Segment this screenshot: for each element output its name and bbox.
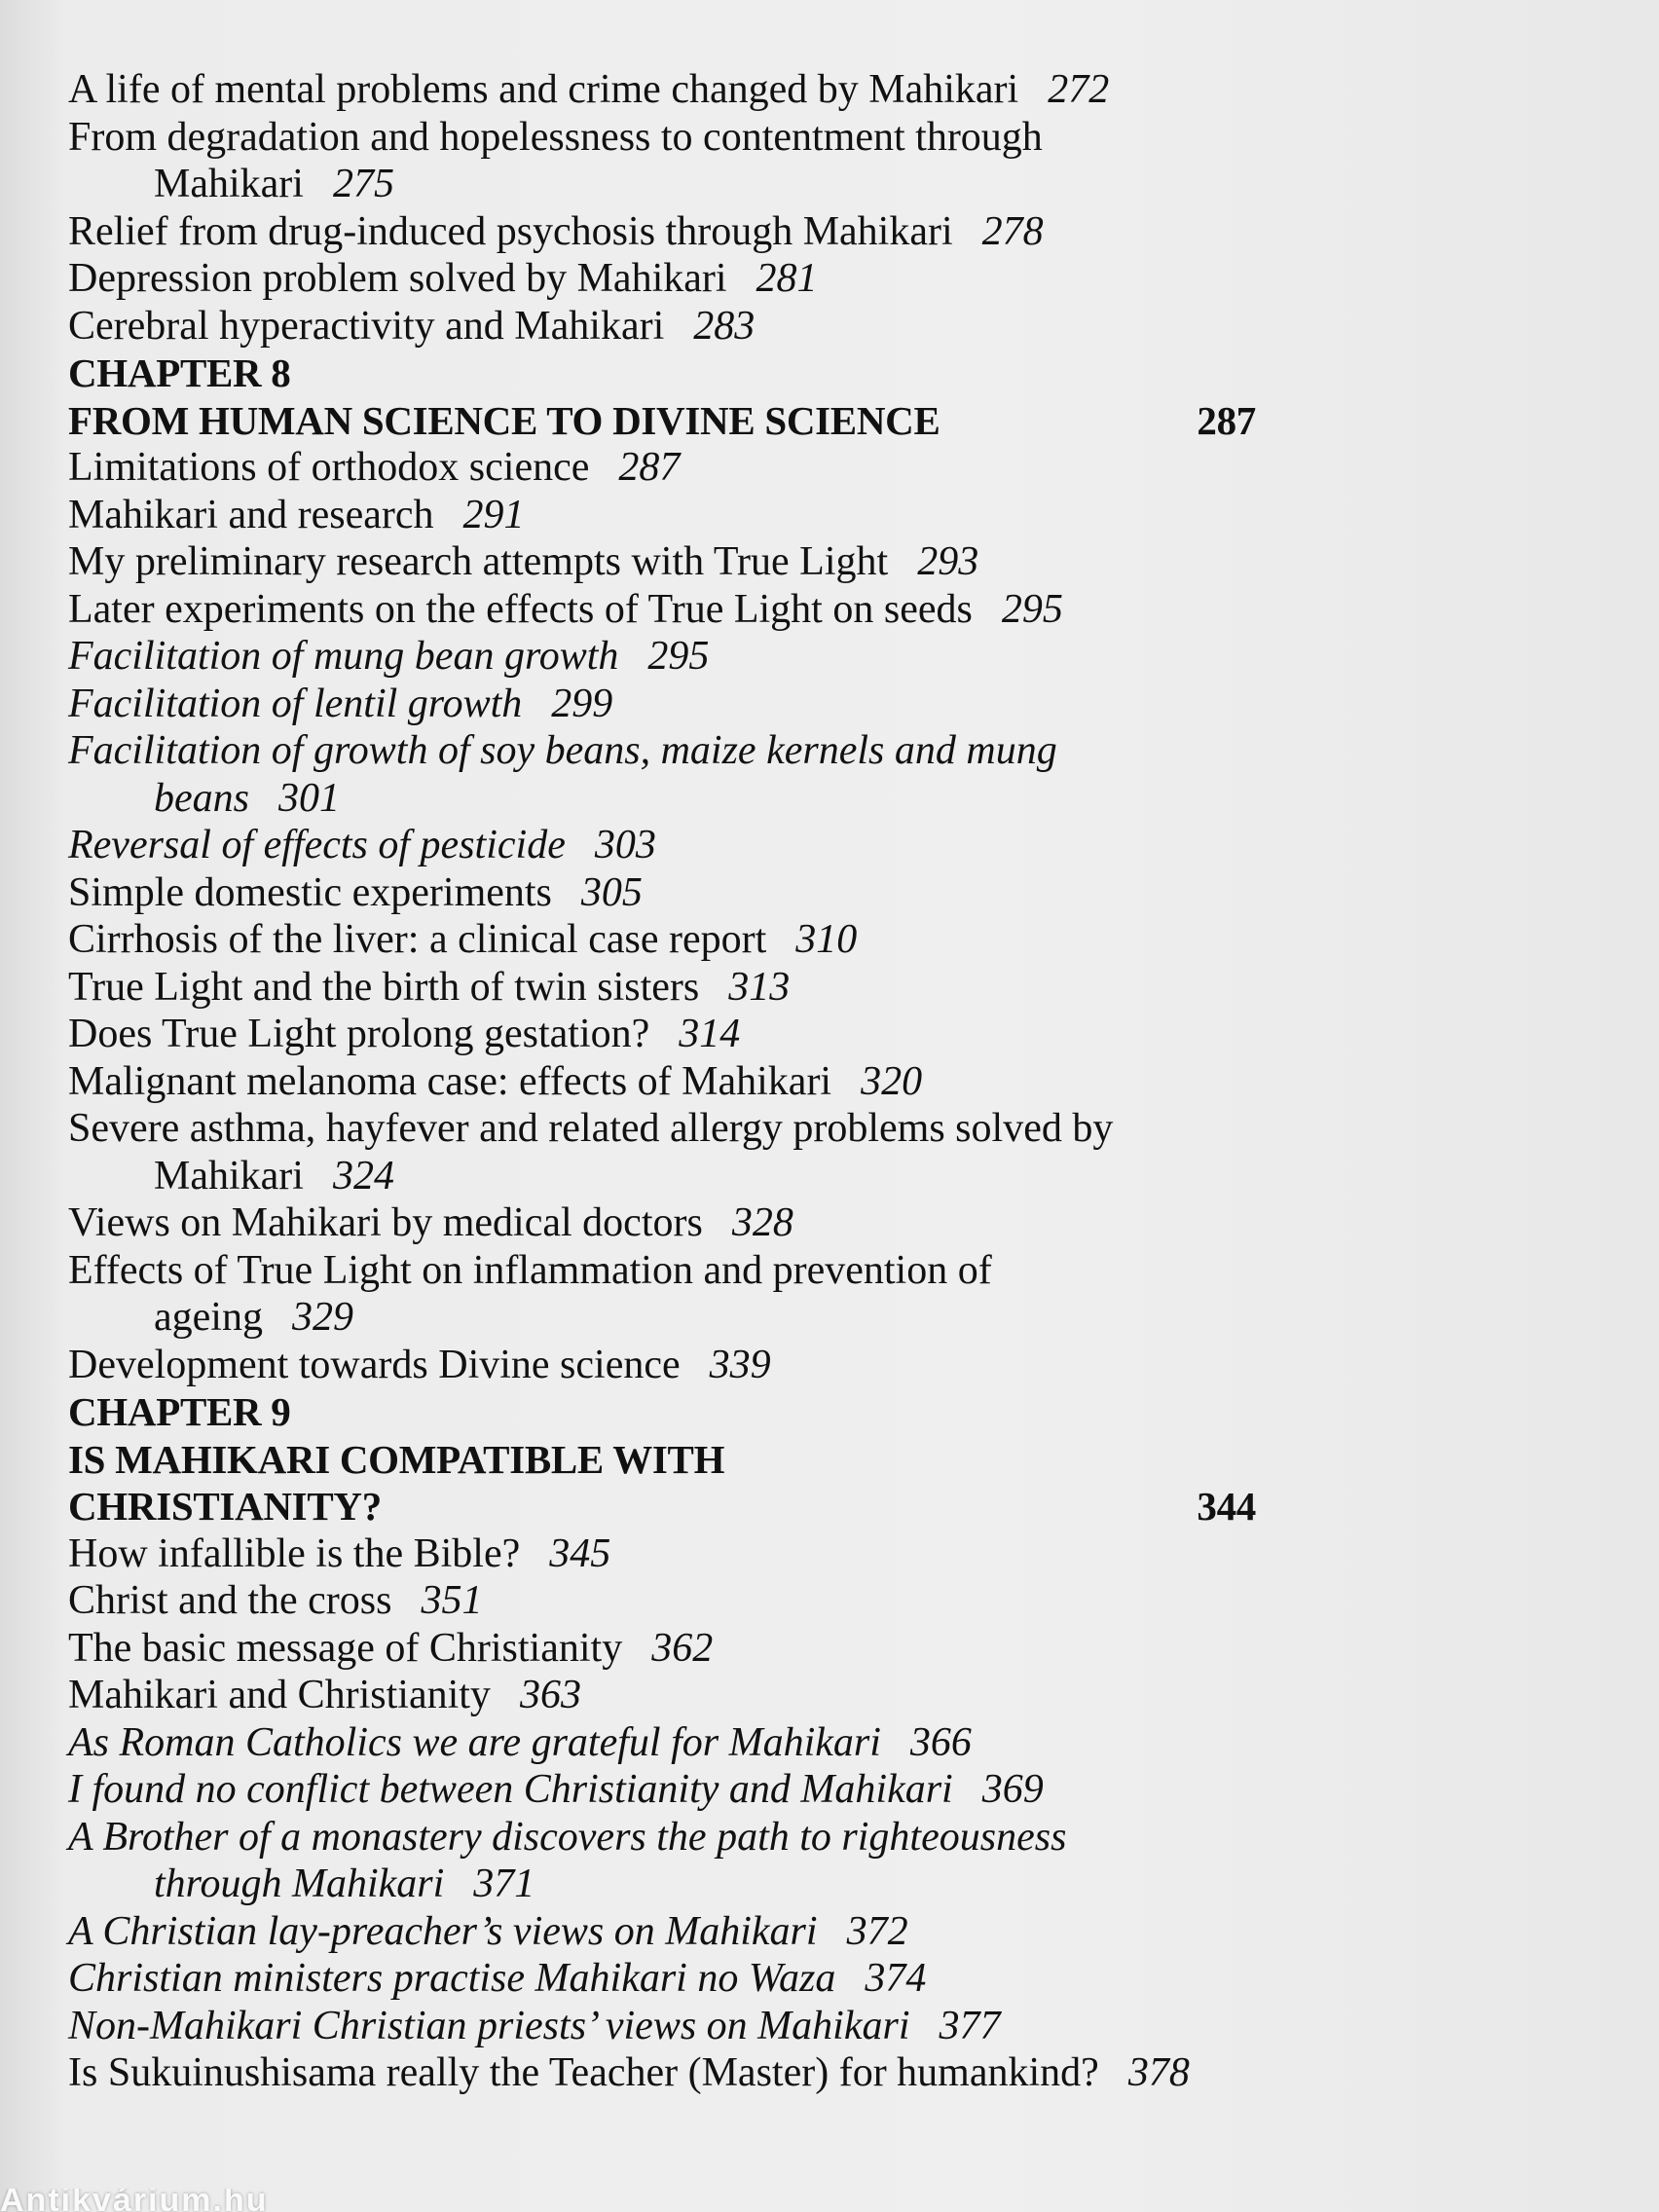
toc-entry: [68, 1955, 1256, 2003]
entry-title: Non-Mahikari Christian priests’ views on Mahikari: [68, 2003, 910, 2048]
entry-title: Mahikari and research: [68, 492, 434, 537]
entry-page-number: 278: [981, 208, 1044, 254]
entry-title: Views on Mahikari by medical doctors: [68, 1200, 703, 1245]
entry-title-continuation: beans: [154, 775, 249, 821]
toc-entry: [68, 1719, 1256, 1767]
entry-title: Later experiments on the effects of True Light on seeds: [68, 586, 973, 632]
chapter-heading: [68, 350, 1256, 397]
entry-title: Relief from drug-induced psychosis through Mahikari: [68, 208, 953, 254]
entry-title: Christ and the cross: [68, 1578, 392, 1623]
chapter-title: FROM HUMAN SCIENCE TO DIVINE SCIENCE: [68, 397, 940, 443]
entry-page-number: 369: [981, 1767, 1044, 1812]
toc-entry: [68, 586, 1256, 634]
entry-page-number: 377: [939, 2003, 1001, 2048]
entry-title: Cerebral hyperactivity and Mahikari: [68, 303, 665, 349]
entry-title: Development towards Divine science: [68, 1342, 681, 1387]
entry-title: Mahikari and Christianity: [68, 1673, 491, 1717]
toc-entry: [68, 1342, 1256, 1389]
table-of-contents: [68, 66, 1256, 2097]
toc-entry: [68, 1247, 1256, 1342]
toc-entry: [68, 1908, 1256, 1956]
entry-page-number: 339: [709, 1342, 771, 1387]
toc-entry: [68, 1011, 1256, 1058]
toc-entry: [68, 255, 1256, 303]
entry-title: Reversal of effects of pesticide: [68, 823, 566, 867]
toc-entry: [68, 66, 1256, 114]
watermark: Antikvárium.hu: [0, 2189, 269, 2212]
entry-page-number: 272: [1048, 67, 1110, 112]
toc-entry: [68, 444, 1256, 492]
entry-page-number: 371: [473, 1862, 535, 1906]
entry-title: I found no conflict between Christianity and Mahikari: [68, 1767, 953, 1812]
chapter-heading: [68, 397, 1256, 445]
entry-page-number: 281: [756, 256, 818, 301]
entry-page-number: 295: [1001, 586, 1063, 632]
entry-page-number: 329: [291, 1295, 353, 1340]
entry-page-number: 314: [679, 1012, 741, 1056]
entry-page-number: 363: [519, 1673, 581, 1717]
entry-page-number: 374: [865, 1956, 927, 2001]
chapter-title: CHAPTER 9: [68, 1389, 291, 1434]
entry-page-number: 310: [795, 917, 858, 962]
toc-entry: [68, 1058, 1256, 1106]
toc-entry: [68, 1530, 1256, 1578]
entry-page-number: 283: [693, 303, 756, 349]
entry-title-continuation: through Mahikari: [154, 1862, 445, 1906]
entry-title: Is Sukuinushisama really the Teacher (Master) for humankind?: [68, 2050, 1099, 2095]
toc-entry: [68, 822, 1256, 869]
toc-entry: [68, 538, 1256, 586]
chapter-page-number: 344: [1197, 1484, 1256, 1529]
entry-page-number: 313: [728, 964, 791, 1010]
entry-title: True Light and the birth of twin sisters: [68, 964, 700, 1010]
chapter-heading: [68, 1483, 1256, 1530]
toc-entry: [68, 1105, 1256, 1199]
entry-title: Malignant melanoma case: effects of Mahikari: [68, 1058, 832, 1104]
entry-title-continuation: Mahikari: [154, 1153, 304, 1198]
entry-title: Cirrhosis of the liver: a clinical case report: [68, 917, 767, 962]
entry-title: As Roman Catholics we are grateful for Mahikari: [68, 1719, 881, 1765]
toc-entry: [68, 208, 1256, 256]
chapter-page-number: 287: [1197, 397, 1256, 443]
entry-page-number: 287: [618, 445, 681, 490]
toc-entry: [68, 1625, 1256, 1673]
entry-page-number: 295: [647, 634, 710, 679]
chapter-heading: [68, 1436, 1256, 1484]
entry-page-number: 362: [651, 1625, 714, 1671]
entry-page-number: 372: [846, 1908, 908, 1954]
entry-title: Depression problem solved by Mahikari: [68, 256, 727, 301]
entry-page-number: 303: [594, 823, 656, 867]
toc-entry: [68, 1199, 1256, 1247]
entry-title: My preliminary research attempts with True Light: [68, 539, 889, 584]
entry-page-number: 378: [1127, 2050, 1190, 2095]
entry-title: The basic message of Christianity: [68, 1625, 623, 1671]
entry-page-number: 305: [580, 869, 643, 915]
toc-entry: [68, 1577, 1256, 1625]
entry-title: Severe asthma, hayfever and related allergy problems solved by: [68, 1106, 1114, 1151]
toc-entry: [68, 633, 1256, 681]
entry-page-number: 351: [421, 1578, 483, 1623]
entry-title: A Christian lay-preacher’s views on Mahikari: [68, 1908, 818, 1954]
entry-title: A life of mental problems and crime changed by Mahikari: [68, 67, 1019, 112]
entry-page-number: 328: [731, 1200, 793, 1245]
entry-title: Effects of True Light on inflammation and prevention of: [68, 1247, 992, 1293]
entry-title: Christian ministers practise Mahikari no Waza: [68, 1956, 836, 2001]
toc-entry: [68, 2003, 1256, 2050]
entry-page-number: 299: [551, 681, 613, 726]
entry-title: Limitations of orthodox science: [68, 445, 590, 490]
entry-page-number: 366: [909, 1719, 972, 1765]
chapter-heading: [68, 1388, 1256, 1436]
toc-entry: [68, 681, 1256, 728]
entry-title: A Brother of a monastery discovers the path to righteousness: [68, 1814, 1067, 1860]
chapter-title: CHRISTIANITY?: [68, 1484, 382, 1529]
entry-title: How infallible is the Bible?: [68, 1530, 521, 1576]
toc-entry: [68, 1672, 1256, 1719]
chapter-title: IS MAHIKARI COMPATIBLE WITH: [68, 1436, 725, 1482]
toc-entry: [68, 492, 1256, 539]
entry-page-number: 301: [278, 775, 340, 821]
entry-page-number: 345: [549, 1530, 611, 1576]
entry-page-number: 320: [861, 1058, 923, 1104]
entry-title: From degradation and hopelessness to contentment through: [68, 114, 1043, 160]
entry-title-continuation: ageing: [154, 1295, 263, 1340]
toc-entry: [68, 114, 1256, 208]
toc-entry: [68, 869, 1256, 917]
entry-title: Facilitation of lentil growth: [68, 681, 523, 726]
entry-page-number: 291: [462, 492, 525, 537]
entry-title: Facilitation of growth of soy beans, maize kernels and mung: [68, 728, 1057, 773]
entry-page-number: 293: [917, 539, 979, 584]
entry-title-continuation: Mahikari: [154, 162, 304, 206]
entry-page-number: 324: [332, 1153, 394, 1198]
toc-entry: [68, 2049, 1256, 2097]
toc-entry: [68, 1814, 1256, 1908]
toc-entry: [68, 727, 1256, 822]
toc-entry: [68, 916, 1256, 964]
entry-page-number: 275: [332, 162, 394, 206]
toc-entry: [68, 303, 1256, 350]
chapter-title: CHAPTER 8: [68, 350, 291, 395]
toc-entry: [68, 1766, 1256, 1814]
entry-title: Facilitation of mung bean growth: [68, 634, 619, 679]
toc-entry: [68, 964, 1256, 1012]
entry-title: Does True Light prolong gestation?: [68, 1012, 650, 1056]
entry-title: Simple domestic experiments: [68, 869, 552, 915]
